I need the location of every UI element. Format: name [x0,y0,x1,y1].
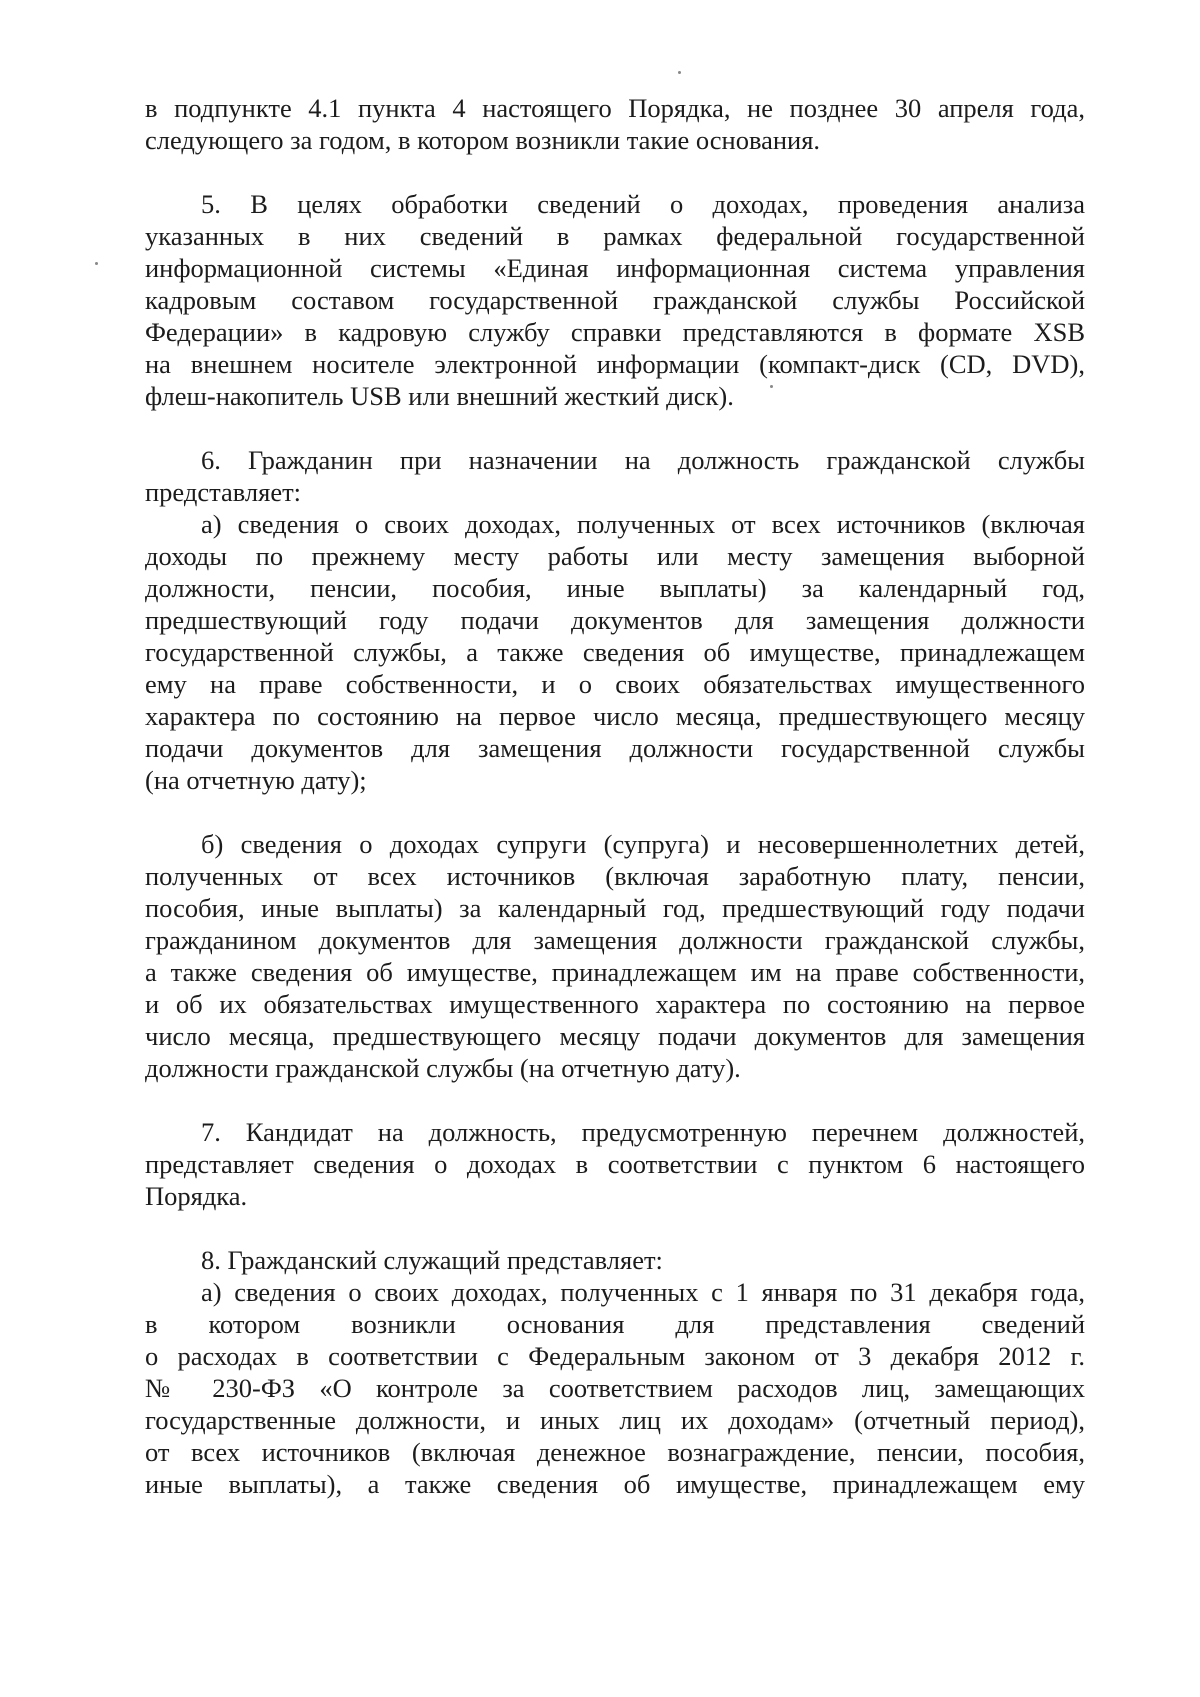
text-line: флеш-накопитель USB или внешний жесткий диск). [145,381,734,411]
text-line: ему на праве собственности, и о своих обязательствах имущественного [145,669,1085,699]
text-line: б) сведения о доходах супруги (супруга) и несовершеннолетних детей, [201,829,1085,859]
text-line: характера по состоянию на первое число месяца, предшествующего месяцу [145,701,1085,731]
text-line: о расходах в соответствии с Федеральным законом от 3 декабря 2012 г. [145,1341,1085,1371]
text-line: от всех источников (включая денежное вознаграждение, пенсии, пособия, [145,1437,1085,1467]
text-line: информационной системы «Единая информационная система управления [145,253,1085,283]
text-line: доходы по прежнему месту работы или месту замещения выборной [145,541,1085,571]
text-line: Порядка. [145,1181,248,1211]
text-line: а) сведения о своих доходах, полученных от всех источников (включая [201,509,1085,539]
text-line: 6. Гражданин при назначении на должность гражданской службы [201,445,1085,475]
paragraph-7 [145,1116,1085,1212]
text-line: 7. Кандидат на должность, предусмотренную перечнем должностей, [201,1117,1085,1147]
scan-speck [95,262,98,265]
text-line: (на отчетную дату); [145,765,367,795]
text-line: число месяца, предшествующего месяцу подачи документов для замещения [145,1021,1085,1051]
text-line: на внешнем носителе электронной информации (компакт-диск (CD, DVD), [145,349,1085,379]
text-line: в котором возникли основания для представления сведений [145,1309,1085,1339]
text-line: 5. В целях обработки сведений о доходах, проведения анализа [201,189,1085,219]
text-line: № 230-ФЗ «О контроле за соответствием расходов лиц, замещающих [145,1373,1085,1403]
text-line: указанных в них сведений в рамках федеральной государственной [145,221,1085,251]
text-line: гражданином документов для замещения должности гражданской службы, [145,925,1085,955]
text-line: представляет: [145,477,302,507]
scan-speck [678,71,681,74]
paragraph-8 [145,1244,1085,1276]
text-line: должности гражданской службы (на отчетную дату). [145,1053,741,1083]
paragraph-8a [145,1276,1085,1500]
text-line: 8. Гражданский служащий представляет: [201,1245,663,1275]
paragraph-6 [145,444,1085,508]
text-line: следующего за годом, в котором возникли такие основания. [145,125,821,155]
paragraph-continuation [145,92,1085,156]
text-line: иные выплаты), а также сведения об имуществе, принадлежащем ему [145,1469,1085,1499]
text-line: кадровым составом государственной гражданской службы Российской [145,285,1085,315]
text-line: государственные должности, и иных лиц их доходам» (отчетный период), [145,1405,1085,1435]
text-line: полученных от всех источников (включая заработную плату, пенсии, [145,861,1085,891]
text-line: подачи документов для замещения должности государственной службы [145,733,1085,763]
text-line: предшествующий году подачи документов для замещения должности [145,605,1085,635]
document-page [145,92,1085,1500]
text-line: а) сведения о своих доходах, полученных с 1 января по 31 декабря года, [201,1277,1085,1307]
text-line: а также сведения об имуществе, принадлежащем им на праве собственности, [145,957,1085,987]
text-line: Федерации» в кадровую службу справки представляются в формате XSB [145,317,1085,347]
paragraph-6a [145,508,1085,796]
text-line: представляет сведения о доходах в соответствии с пунктом 6 настоящего [145,1149,1085,1179]
paragraph-6b [145,828,1085,1084]
paragraph-5 [145,188,1085,412]
text-line: государственной службы, а также сведения об имуществе, принадлежащем [145,637,1085,667]
text-line: в подпункте 4.1 пункта 4 настоящего Порядка, не позднее 30 апреля года, [145,93,1085,123]
text-line: должности, пенсии, пособия, иные выплаты) за календарный год, [145,573,1085,603]
text-line: пособия, иные выплаты) за календарный год, предшествующий году подачи [145,893,1085,923]
text-line: и об их обязательствах имущественного характера по состоянию на первое [145,989,1085,1019]
